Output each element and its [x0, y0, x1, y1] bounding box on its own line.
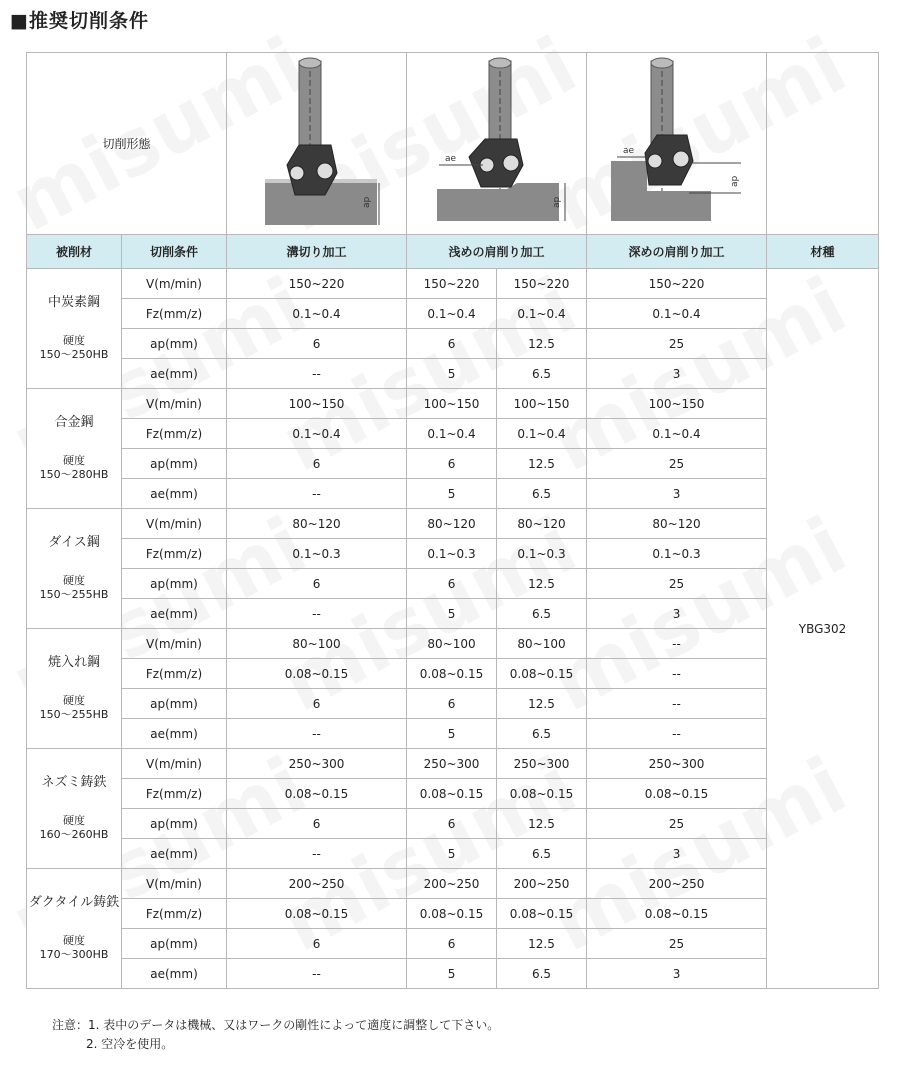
table-row — [27, 929, 879, 959]
condition-label: ap(mm) — [122, 569, 227, 599]
value-cell: 3 — [587, 839, 767, 869]
header-deep-shoulder: 深めの肩削り加工 — [587, 235, 767, 269]
value-cell: 25 — [587, 449, 767, 479]
hardness-label: 硬度 — [63, 573, 85, 587]
condition-label: ap(mm) — [122, 929, 227, 959]
condition-label: Fz(mm/z) — [122, 779, 227, 809]
table-row — [27, 269, 879, 299]
value-cell: 100~150 — [497, 389, 587, 419]
material-cell — [27, 269, 122, 389]
table-row — [27, 329, 879, 359]
value-cell: 3 — [587, 479, 767, 509]
value-cell: 0.08~0.15 — [497, 659, 587, 689]
value-cell: 6 — [407, 929, 497, 959]
value-cell: 25 — [587, 809, 767, 839]
cutting-form-label: 切削形態 — [27, 53, 227, 235]
value-cell: 0.08~0.15 — [497, 779, 587, 809]
material-cell — [27, 509, 122, 629]
table-row — [27, 839, 879, 869]
value-cell: 200~250 — [497, 869, 587, 899]
value-cell: -- — [227, 839, 407, 869]
value-cell: 150~220 — [407, 269, 497, 299]
condition-label: Fz(mm/z) — [122, 539, 227, 569]
hardness-label: 硬度 — [63, 693, 85, 707]
value-cell: 12.5 — [497, 689, 587, 719]
hardness-value: 170～300HB — [39, 947, 109, 961]
value-cell: -- — [587, 689, 767, 719]
value-cell: 250~300 — [587, 749, 767, 779]
value-cell: 12.5 — [497, 929, 587, 959]
value-cell: -- — [227, 719, 407, 749]
table-row — [27, 539, 879, 569]
value-cell: 6.5 — [497, 959, 587, 989]
header-material: 被削材 — [27, 235, 122, 269]
value-cell: 80~100 — [227, 629, 407, 659]
value-cell: 250~300 — [497, 749, 587, 779]
condition-label: V(m/min) — [122, 629, 227, 659]
value-cell: 150~220 — [227, 269, 407, 299]
table-row — [27, 479, 879, 509]
value-cell: 3 — [587, 959, 767, 989]
table-row — [27, 299, 879, 329]
condition-label: Fz(mm/z) — [122, 899, 227, 929]
value-cell: 0.1~0.4 — [587, 299, 767, 329]
hardness-label: 硬度 — [63, 813, 85, 827]
value-cell: 0.1~0.4 — [497, 299, 587, 329]
value-cell: 0.1~0.4 — [497, 419, 587, 449]
ap-label: ap — [729, 175, 740, 187]
table-row — [27, 959, 879, 989]
value-cell: 80~120 — [497, 509, 587, 539]
value-cell: 6.5 — [497, 719, 587, 749]
table-row — [27, 899, 879, 929]
value-cell: 0.08~0.15 — [407, 779, 497, 809]
value-cell: 5 — [407, 959, 497, 989]
table-row — [27, 569, 879, 599]
value-cell: 6.5 — [497, 599, 587, 629]
hardness-value: 150～280HB — [39, 467, 109, 481]
material-cell — [27, 389, 122, 509]
notes — [52, 1016, 499, 1054]
value-cell: 0.1~0.4 — [407, 299, 497, 329]
hardness-value: 150～255HB — [39, 587, 109, 601]
table-row — [27, 629, 879, 659]
material-name: ダイス鋼 — [48, 534, 100, 550]
condition-label: Fz(mm/z) — [122, 659, 227, 689]
value-cell: 0.1~0.3 — [407, 539, 497, 569]
value-cell: 12.5 — [497, 569, 587, 599]
value-cell: 80~120 — [587, 509, 767, 539]
table-row — [27, 599, 879, 629]
table-row — [27, 689, 879, 719]
page-title: ■推奨切削条件 — [10, 10, 149, 32]
condition-label: V(m/min) — [122, 869, 227, 899]
condition-label: ae(mm) — [122, 599, 227, 629]
condition-label: ae(mm) — [122, 479, 227, 509]
value-cell: 200~250 — [227, 869, 407, 899]
value-cell: 25 — [587, 929, 767, 959]
shallow-shoulder-diagram — [407, 53, 587, 235]
material-name: 中炭素鋼 — [47, 294, 100, 310]
value-cell: -- — [587, 629, 767, 659]
hardness-value: 150～250HB — [39, 347, 109, 361]
value-cell: 25 — [587, 329, 767, 359]
value-cell: 6 — [407, 689, 497, 719]
table-row — [27, 779, 879, 809]
hardness-label: 硬度 — [63, 933, 85, 947]
note-2: 2. 空冷を使用。 — [86, 1037, 174, 1052]
value-cell: 80~120 — [227, 509, 407, 539]
value-cell: 6.5 — [497, 839, 587, 869]
value-cell: 0.1~0.3 — [227, 539, 407, 569]
table-row — [27, 719, 879, 749]
value-cell: 0.08~0.15 — [227, 899, 407, 929]
value-cell: 12.5 — [497, 809, 587, 839]
condition-label: ap(mm) — [122, 689, 227, 719]
condition-label: ae(mm) — [122, 959, 227, 989]
value-cell: -- — [227, 479, 407, 509]
condition-label: V(m/min) — [122, 509, 227, 539]
condition-label: ae(mm) — [122, 839, 227, 869]
ae-label: ae — [622, 146, 634, 156]
value-cell: 12.5 — [497, 329, 587, 359]
material-name: 焼入れ鋼 — [47, 654, 100, 670]
value-cell: 3 — [587, 599, 767, 629]
table-row — [27, 869, 879, 899]
material-name: ダクタイル鋳鉄 — [28, 894, 120, 910]
value-cell: 6 — [407, 809, 497, 839]
value-cell: 0.1~0.4 — [587, 419, 767, 449]
value-cell: 0.08~0.15 — [227, 659, 407, 689]
value-cell: -- — [227, 599, 407, 629]
value-cell: 5 — [407, 359, 497, 389]
ap-label: ap — [361, 196, 372, 208]
condition-label: ap(mm) — [122, 329, 227, 359]
value-cell: 200~250 — [407, 869, 497, 899]
header-condition: 切削条件 — [122, 235, 227, 269]
value-cell: 0.08~0.15 — [587, 779, 767, 809]
table-row — [27, 749, 879, 779]
value-cell: -- — [227, 959, 407, 989]
material-name: 合金鋼 — [54, 414, 94, 430]
hardness-value: 150～255HB — [39, 707, 109, 721]
value-cell: 6.5 — [497, 359, 587, 389]
table-row — [27, 659, 879, 689]
value-cell: 150~220 — [497, 269, 587, 299]
hardness-value: 160～260HB — [39, 827, 109, 841]
value-cell: 80~120 — [407, 509, 497, 539]
hardness-label: 硬度 — [63, 333, 85, 347]
value-cell: 0.08~0.15 — [407, 659, 497, 689]
value-cell: 6 — [227, 929, 407, 959]
deep-shoulder-diagram — [587, 53, 767, 235]
value-cell: 6 — [227, 809, 407, 839]
table-row — [27, 389, 879, 419]
header-grade: 材種 — [767, 235, 879, 269]
table-row — [27, 809, 879, 839]
value-cell: -- — [587, 719, 767, 749]
condition-label: ap(mm) — [122, 449, 227, 479]
grade-cell: YBG302 — [767, 269, 879, 989]
value-cell: 250~300 — [407, 749, 497, 779]
value-cell: 0.1~0.3 — [587, 539, 767, 569]
table-row — [27, 359, 879, 389]
header-shallow-shoulder: 浅めの肩削り加工 — [407, 235, 587, 269]
ae-label: ae — [444, 154, 456, 164]
value-cell: 200~250 — [587, 869, 767, 899]
condition-label: ap(mm) — [122, 809, 227, 839]
value-cell: 0.08~0.15 — [407, 899, 497, 929]
value-cell: 25 — [587, 569, 767, 599]
value-cell: 0.1~0.3 — [497, 539, 587, 569]
value-cell: -- — [587, 659, 767, 689]
value-cell: 6 — [407, 449, 497, 479]
material-cell — [27, 629, 122, 749]
table-row — [27, 509, 879, 539]
hardness-label: 硬度 — [63, 453, 85, 467]
value-cell: -- — [227, 359, 407, 389]
note-1: 注意：1. 表中のデータは機械、又はワークの剛性によって適度に調整して下さい。 — [52, 1018, 500, 1032]
condition-label: V(m/min) — [122, 269, 227, 299]
value-cell: 5 — [407, 839, 497, 869]
value-cell: 3 — [587, 359, 767, 389]
condition-label: V(m/min) — [122, 749, 227, 779]
value-cell: 6 — [407, 569, 497, 599]
value-cell: 0.1~0.4 — [227, 419, 407, 449]
value-cell: 80~100 — [497, 629, 587, 659]
value-cell: 0.1~0.4 — [227, 299, 407, 329]
condition-label: ae(mm) — [122, 359, 227, 389]
condition-label: V(m/min) — [122, 389, 227, 419]
condition-label: Fz(mm/z) — [122, 419, 227, 449]
material-cell — [27, 749, 122, 869]
value-cell: 100~150 — [227, 389, 407, 419]
value-cell: 5 — [407, 479, 497, 509]
condition-label: Fz(mm/z) — [122, 299, 227, 329]
empty-header-cell — [767, 53, 879, 235]
value-cell: 6 — [227, 449, 407, 479]
value-cell: 100~150 — [587, 389, 767, 419]
material-name: ネズミ鋳鉄 — [41, 774, 107, 790]
ap-label: ap — [551, 196, 562, 208]
value-cell: 5 — [407, 719, 497, 749]
value-cell: 0.08~0.15 — [227, 779, 407, 809]
header-groove: 溝切り加工 — [227, 235, 407, 269]
table-row — [27, 449, 879, 479]
value-cell: 150~220 — [587, 269, 767, 299]
groove-diagram — [227, 53, 407, 235]
condition-label: ae(mm) — [122, 719, 227, 749]
cutting-conditions-table — [26, 52, 879, 989]
value-cell: 0.08~0.15 — [587, 899, 767, 929]
value-cell: 6 — [407, 329, 497, 359]
value-cell: 12.5 — [497, 449, 587, 479]
value-cell: 5 — [407, 599, 497, 629]
table-row — [27, 419, 879, 449]
value-cell: 6 — [227, 689, 407, 719]
value-cell: 0.1~0.4 — [407, 419, 497, 449]
value-cell: 0.08~0.15 — [497, 899, 587, 929]
value-cell: 80~100 — [407, 629, 497, 659]
value-cell: 100~150 — [407, 389, 497, 419]
value-cell: 6.5 — [497, 479, 587, 509]
value-cell: 6 — [227, 329, 407, 359]
material-cell — [27, 869, 122, 989]
value-cell: 250~300 — [227, 749, 407, 779]
value-cell: 6 — [227, 569, 407, 599]
